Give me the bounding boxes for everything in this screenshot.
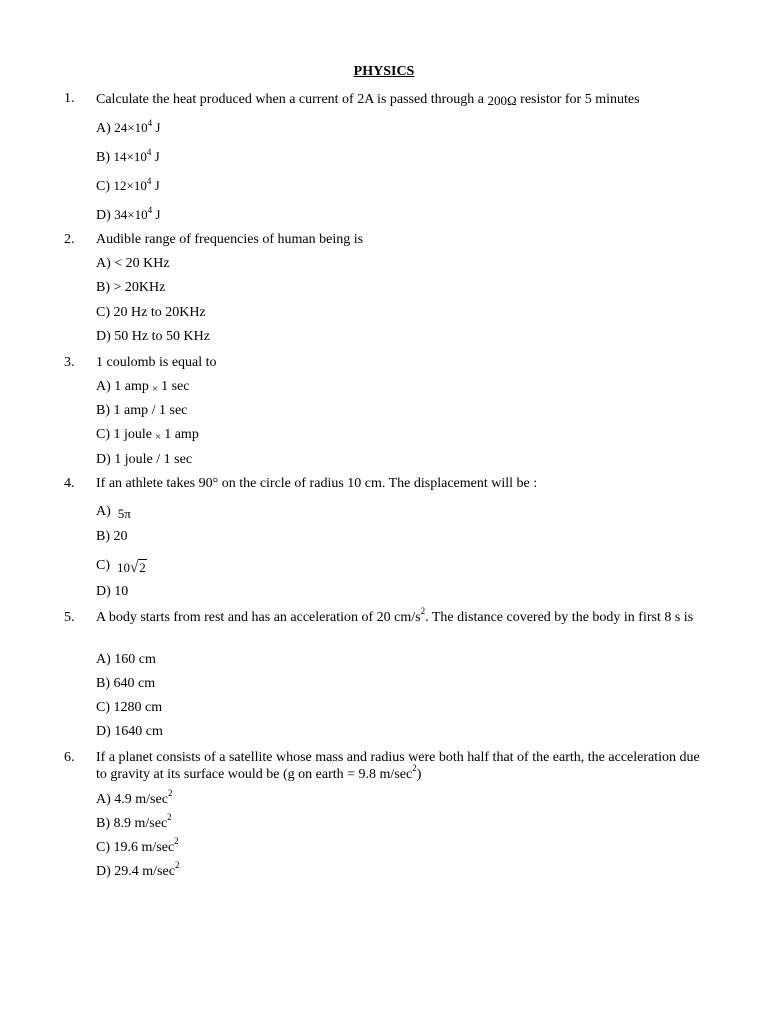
option-b[interactable]: B) 1 amp / 1 sec bbox=[96, 403, 188, 418]
option-a[interactable]: A) 4.9 $m/\sec^2$ bbox=[96, 788, 173, 807]
option-d[interactable]: D) 1640 cm bbox=[96, 724, 163, 739]
option-b[interactable]: B) 20 bbox=[96, 529, 128, 544]
option-a[interactable]: A) < 20 KHz bbox=[96, 256, 170, 271]
option-b[interactable]: B) 8.9 $m/\sec^2$ bbox=[96, 812, 172, 831]
option-a[interactable]: A) 160 cm bbox=[96, 652, 156, 667]
question-text: If a planet consists of a satellite whose mass and radius were both half that of the earth, the acceleration due to gravity at its surface would be (g on earth = 9.8 $m/\sec^2$) bbox=[96, 750, 700, 782]
page-title: PHYSICS bbox=[353, 64, 415, 79]
question-text: 1 coulomb is equal to bbox=[96, 355, 217, 370]
option-a[interactable]: A) 5π bbox=[96, 504, 131, 521]
option-c[interactable]: C) 20 Hz to 20KHz bbox=[96, 305, 206, 320]
option-a[interactable]: A) $24\times 10^4$ J bbox=[96, 117, 161, 136]
option-b[interactable]: B) $14\times 10^4$ J bbox=[96, 146, 160, 165]
option-b[interactable]: B) 640 cm bbox=[96, 676, 156, 691]
question-number: 6. bbox=[64, 750, 75, 765]
option-a[interactable]: A) 1 amp × 1 sec bbox=[96, 379, 190, 395]
question-text: Audible range of frequencies of human being is bbox=[96, 232, 364, 247]
question-text: Calculate the heat produced when a current of 2A is passed through a 200Ω resistor for 5 minutes bbox=[96, 92, 640, 108]
question-number: 1. bbox=[64, 91, 75, 106]
option-c[interactable]: C) 10√2 bbox=[96, 558, 146, 576]
option-c[interactable]: C) 19.6 $m/\sec^2$ bbox=[96, 836, 179, 855]
option-b[interactable]: B) > 20KHz bbox=[96, 280, 166, 295]
square-root-symbol: √2 bbox=[130, 560, 146, 576]
question-text: A body starts from rest and has an acceleration of 20 $cm/s^2$. The distance covered by the body in first 8 s is bbox=[96, 606, 694, 625]
option-d[interactable]: D) 29.4 $m/\sec^2$ bbox=[96, 860, 180, 879]
option-c[interactable]: C) 1280 cm bbox=[96, 700, 163, 715]
question-number: 2. bbox=[64, 232, 75, 247]
option-d[interactable]: D) 1 joule / 1 sec bbox=[96, 452, 193, 467]
option-c[interactable]: C) 1 joule × 1 amp bbox=[96, 427, 199, 443]
question-number: 5. bbox=[64, 610, 75, 625]
option-c[interactable]: C) $12\times 10^4$ J bbox=[96, 175, 160, 194]
question-number: 3. bbox=[64, 355, 75, 370]
option-d[interactable]: D) $34\times 10^4$ J bbox=[96, 204, 161, 223]
question-number: 4. bbox=[64, 476, 75, 491]
question-text: If an athlete takes 90° on the circle of radius 10 cm. The displacement will be : bbox=[96, 476, 538, 491]
option-d[interactable]: D) 10 bbox=[96, 584, 129, 599]
option-d[interactable]: D) 50 Hz to 50 KHz bbox=[96, 329, 210, 344]
